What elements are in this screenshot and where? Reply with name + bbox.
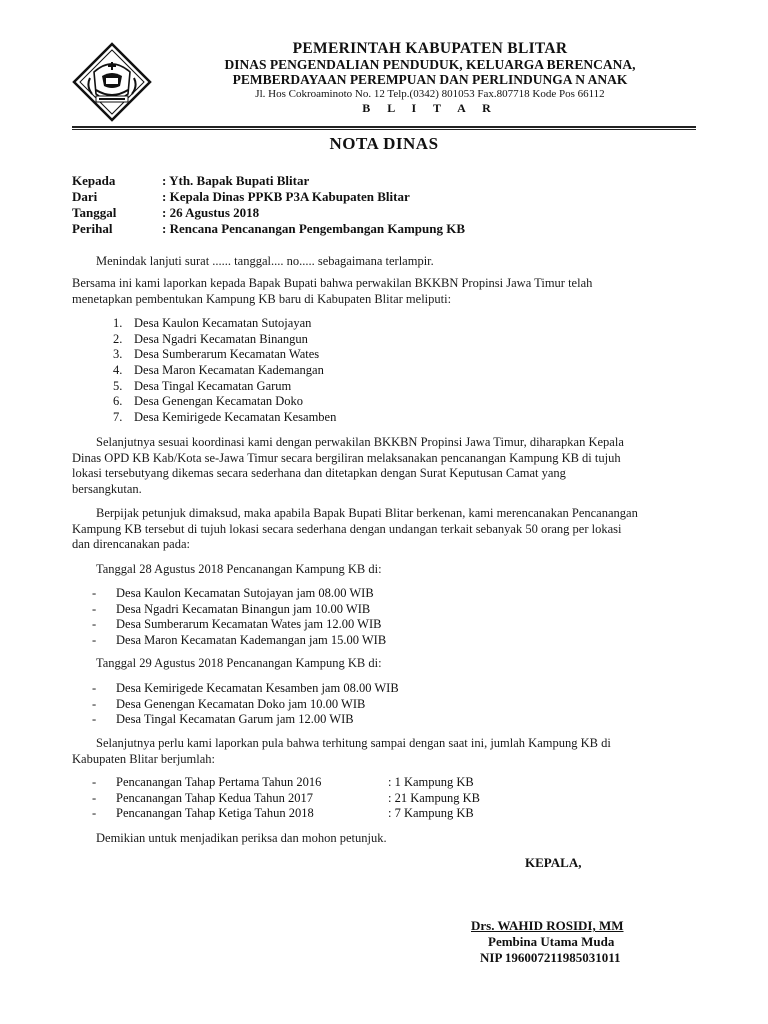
list-text: Desa Sumberarum Kecamatan Wates jam 12.00 WIB: [116, 617, 382, 632]
list-dash: -: [92, 696, 97, 711]
paragraph-line: Bersama ini kami laporkan kepada Bapak Bupati bahwa perwakilan BKKBN Propinsi Jawa Timur telah: [72, 276, 593, 290]
field-value: : Rencana Pencanangan Pengembangan Kampung KB: [162, 221, 466, 236]
list-dash: -: [92, 586, 97, 600]
list-text: Desa Kemirigede Kecamatan Kesamben: [134, 410, 337, 425]
list-text: Pencanangan Tahap Pertama Tahun 2016: [116, 775, 322, 789]
government-name: PEMERINTAH KABUPATEN BLITAR: [292, 40, 568, 57]
list-number: 7.: [113, 410, 123, 425]
paragraph-line: dan direncanakan pada:: [72, 537, 190, 552]
schedule-heading-29: Tanggal 29 Agustus 2018 Pencanangan Kampung KB di:: [96, 656, 382, 670]
paragraph-line: Berpijak petunjuk dimaksud, maka apabila Bapak Bupati Blitar berkenan, kami merencanakan Pencanangan: [96, 506, 638, 520]
list-text: Pencanangan Tahap Ketiga Tahun 2018: [116, 806, 314, 821]
list-text: Desa Ngadri Kecamatan Binangun jam 10.00 WIB: [116, 601, 371, 616]
list-count: : 21 Kampung KB: [388, 790, 481, 805]
paragraph-totals: [72, 736, 696, 767]
list-dash: -: [92, 601, 97, 616]
signatory-rank: Pembina Utama Muda: [488, 934, 615, 949]
list-text: Desa Genengan Kecamatan Doko jam 10.00 WIB: [116, 696, 366, 711]
agency-name-line2: PEMBERDAYAAN PEREMPUAN DAN PERLINDUNGA N ANAK: [232, 72, 628, 87]
agency-name-line1: DINAS PENGENDALIAN PENDUDUK, KELUARGA BERENCANA,: [224, 57, 636, 72]
list-text: Desa Tingal Kecamatan Garum jam 12.00 WIB: [116, 712, 354, 727]
paragraph-plan: [72, 506, 696, 553]
list-text: Desa Kaulon Kecamatan Sutojayan: [134, 316, 312, 330]
field-value: : Yth. Bapak Bupati Blitar: [162, 173, 310, 188]
field-value: : Kepala Dinas PPKB P3A Kabupaten Blitar: [162, 189, 410, 204]
paragraph-line: Selanjutnya sesuai koordinasi kami dengan perwakilan BKKBN Propinsi Jawa Timur, diharapkan Kepala: [96, 435, 624, 449]
list-number: 3.: [113, 347, 123, 362]
list-text: Desa Genengan Kecamatan Doko: [134, 394, 304, 409]
paragraph-coordination: [72, 435, 696, 498]
list-dash: -: [92, 806, 97, 821]
list-dash: -: [92, 633, 97, 648]
list-dash: -: [92, 790, 97, 805]
list-text: Desa Maron Kecamatan Kademangan jam 15.00 WIB: [116, 633, 387, 648]
paragraph-line: Kabupaten Blitar berjumlah:: [72, 751, 216, 766]
agency-address: Jl. Hos Cokroaminoto No. 12 Telp.(0342) 801053 Fax.807718 Kode Pos 66112: [255, 88, 605, 100]
field-label: Tanggal: [72, 205, 117, 220]
list-count: : 7 Kampung KB: [388, 806, 474, 821]
signatory-nip: NIP 196007211985031011: [480, 950, 621, 965]
letterhead-text: [160, 40, 700, 115]
paragraph-report: [72, 276, 696, 307]
list-dash: -: [92, 775, 97, 789]
field-label: Dari: [72, 189, 98, 204]
list-text: Desa Kaulon Kecamatan Sutojayan jam 08.00 WIB: [116, 586, 374, 600]
list-text: Desa Maron Kecamatan Kademangan: [134, 363, 324, 378]
schedule-heading-28: Tanggal 28 Agustus 2018 Pencanangan Kampung KB di:: [96, 562, 382, 576]
paragraph-line: bersangkutan.: [72, 482, 142, 497]
list-number: 5.: [113, 378, 123, 393]
field-label: Kepada: [72, 173, 116, 188]
paragraph-line: Selanjutnya perlu kami laporkan pula bahwa terhitung sampai dengan saat ini, jumlah Kampung KB di: [96, 736, 611, 750]
list-text: Desa Tingal Kecamatan Garum: [134, 378, 292, 393]
list-text: Desa Kemirigede Kecamatan Kesamben jam 08.00 WIB: [116, 681, 399, 695]
signatory-name: Drs. WAHID ROSIDI, MM: [471, 918, 624, 933]
agency-city: B L I T A R: [362, 101, 498, 115]
letterhead-divider-thin: [72, 129, 696, 130]
paragraph-line: Dinas OPD KB Kab/Kota se-Jawa Timur secara bergiliran melaksanakan pencanangan Kampung KB di tujuh: [72, 450, 621, 465]
closing-sentence: Demikian untuk menjadikan periksa dan mohon petunjuk.: [96, 831, 387, 845]
document-title: NOTA DINAS: [329, 134, 439, 153]
list-number: 1.: [113, 316, 123, 330]
opening-sentence: Menindak lanjuti surat ...... tanggal.... no..... sebagaimana terlampir.: [96, 254, 434, 268]
list-count: : 1 Kampung KB: [388, 775, 474, 789]
list-number: 2.: [113, 331, 123, 346]
letterhead: [72, 40, 696, 126]
paragraph-line: lokasi tersebutyang dikemas secara sederhana dan ditetapkan dengan Surat Keputusan Camat yang: [72, 466, 566, 481]
signatory-position: KEPALA,: [525, 855, 582, 870]
field-label: Perihal: [72, 221, 113, 236]
paragraph-line: Kampung KB tersebut di tujuh lokasi secara sederhana dengan undangan terkait sebanyak 50 orang per lokasi: [72, 521, 622, 536]
list-dash: -: [92, 617, 97, 632]
list-dash: -: [92, 681, 97, 695]
list-text: Pencanangan Tahap Kedua Tahun 2017: [116, 790, 314, 805]
list-text: Desa Sumberarum Kecamatan Wates: [134, 347, 320, 362]
regency-crest-icon: [72, 42, 152, 122]
list-number: 4.: [113, 363, 123, 378]
list-dash: -: [92, 712, 97, 727]
letterhead-divider-thick: [72, 126, 696, 128]
list-number: 6.: [113, 394, 123, 409]
list-text: Desa Ngadri Kecamatan Binangun: [134, 331, 308, 346]
field-value: : 26 Agustus 2018: [162, 205, 260, 220]
paragraph-line: menetapkan pembentukan Kampung KB baru di Kabupaten Blitar meliputi:: [72, 291, 452, 306]
